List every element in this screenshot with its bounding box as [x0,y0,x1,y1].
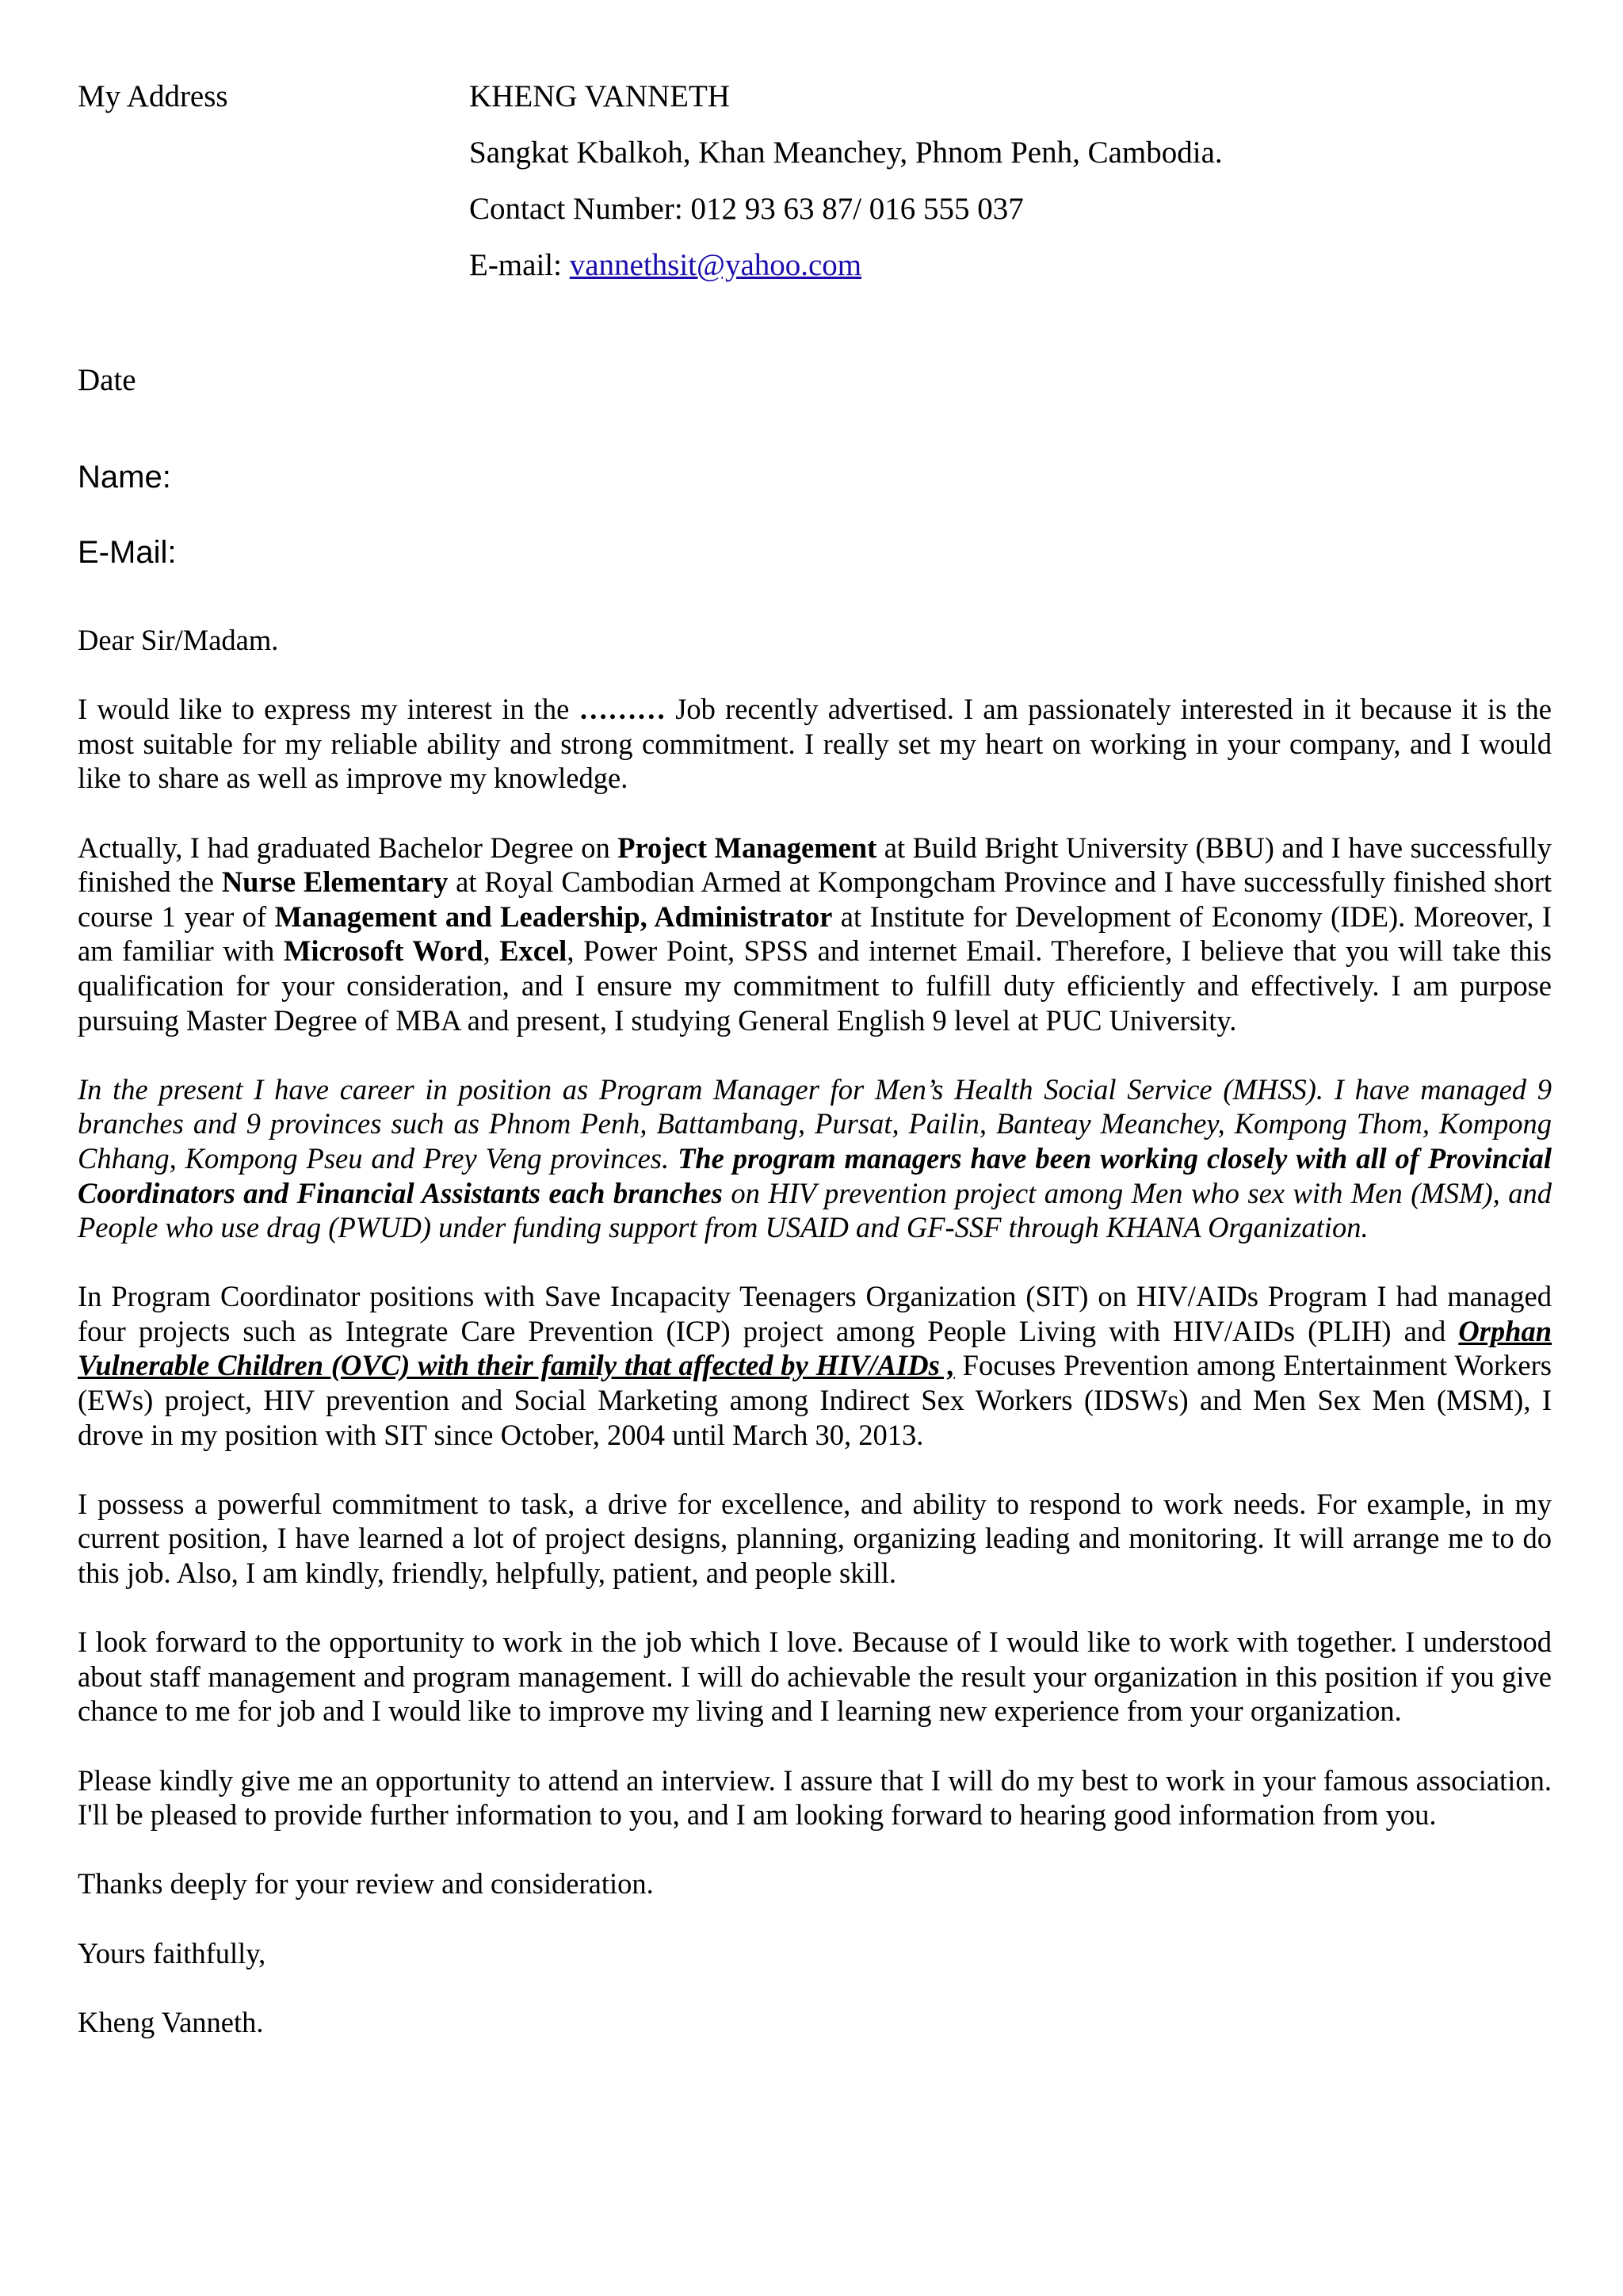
p1-text-a: I would like to express my interest in the [78,693,579,726]
management-leadership: Management and Leadership, Administrator [274,900,833,933]
p4-text-a: In Program Coordinator positions with Save Incapacity Teenagers Organization (SIT) on HIV/AIDs Program I had managed four projects such as Integrate Care Prevention (ICP) project among People Living with HIV/AIDs (PLIH) and [78,1280,1552,1347]
paragraph-interview-request: Please kindly give me an opportunity to attend an interview. I assure that I will do my best to work in your famous association. I'll be pleased to provide further information to you, and I am looking forward to hearing good information from you. [78,1763,1552,1832]
program-managers-highlight: The program managers have been working closely with all of Provincial Coordinators and Financial Assistants each branches [78,1141,1552,1209]
excel: Excel [499,934,567,968]
sender-email [469,245,1223,301]
date-label: Date [78,363,136,397]
sender-name: KHENG VANNETH [469,79,730,113]
p2-text-c: at Build Bright University (BBU) and I have successfully finished the [78,831,1552,899]
job-blank: ……… [579,693,666,726]
p2-text-i: , [483,934,500,968]
p2-text-a: Actually, I had graduated Bachelor Degree on [78,831,618,864]
nurse-elementary: Nurse Elementary [221,865,449,899]
address-label: My Address [78,79,228,113]
sender-street: Sangkat Kbalkoh, Khan Meanchey, Phnom Penh, Cambodia. [469,136,1223,170]
p1-text-b: Job recently advertised. I am passionately interested in it because it is the most suitable for my reliable ability and strong commitment. I really set my heart on working in your company, and I would like to share as well as improve my knowledge. [78,693,1552,795]
p3-text-c: on HIV prevention project among Men who sex with Men (MSM), and People who use drag (PWUD) under funding support from USAID and GF-SSF through KHANA Organization. [78,1176,1552,1244]
p2-text-k: , Power Point, SPSS and internet Email. Therefore, I believe that you will take this qualification for your consideration, and I ensure my commitment to fulfill duty efficiently and effectively. I am purpose pursuing Master Degree of MBA and present, I studying General English 9 level at PUC University. [78,934,1552,1037]
thanks-line: Thanks deeply for your review and consideration. [78,1867,654,1901]
contact-number: 012 93 63 87/ 016 555 037 [690,192,1024,226]
email-prefix: E-mail: [469,248,570,282]
paragraph-education [78,831,1552,1038]
p2-text-g: at Institute for Development of Economy (IDE). Moreover, I am familiar with [78,900,1552,968]
sender-address-block [469,76,1223,301]
sender-contact [469,189,1223,245]
p4-text-c: Focuses Prevention among Entertainment Workers (EWs) project, HIV prevention and Social Marketing among Indirect Sex Workers (IDSWs) and Men Sex Men (MSM), I drove in my position with SIT since October, 2004 until March 30, 2013. [78,1349,1552,1451]
recipient-name-label: Name: [78,460,171,495]
degree-project-management: Project Management [617,831,877,864]
paragraph-current-career [78,1072,1552,1245]
closing-line: Yours faithfully, [78,1936,266,1969]
recipient-email-label: E-Mail: [78,535,177,570]
contact-prefix: Contact Number: [469,192,691,226]
email-link[interactable]: vannethsit@yahoo.com [569,248,862,282]
paragraph-opportunity: I look forward to the opportunity to work in the job which I love. Because of I would like to work with together. I understood about staff management and program management. I will do achievable the result your organization in this position if you give chance to me for job and I would like to improve my living and I learning new experience from your organization. [78,1626,1552,1728]
paragraph-interest [78,692,1552,796]
microsoft-word: Microsoft Word [283,934,483,968]
p2-text-e: at Royal Cambodian Armed at Kompongcham Province and I have successfully finished short course 1 year of [78,865,1552,933]
signature-name: Kheng Vanneth. [78,2005,264,2038]
p3-text-a: In the present I have career in position as Program Manager for Men’s Health Social Service (MHSS). I have managed 9 branches and 9 provinces such as Phnom Penh, Battambang, Pursat, Pailin, Banteay Meanchey, Kompong Thom, Kompong Chhang, Kompong Pseu and Prey Veng provinces. [78,1072,1552,1175]
letter-body [78,623,1552,2039]
paragraph-commitment: I possess a powerful commitment to task, a drive for excellence, and ability to respond to work needs. For example, in my current position, I have learned a lot of project designs, planning, organizing leading and monitoring. It will arrange me to do this job. Also, I am kindly, friendly, helpfully, patient, and people skill. [78,1487,1552,1590]
salutation: Dear Sir/Madam. [78,624,279,656]
ovc-highlight: Orphan Vulnerable Children (OVC) with their family that affected by HIV/AIDs , [78,1314,1552,1382]
paragraph-previous-career [78,1279,1552,1452]
